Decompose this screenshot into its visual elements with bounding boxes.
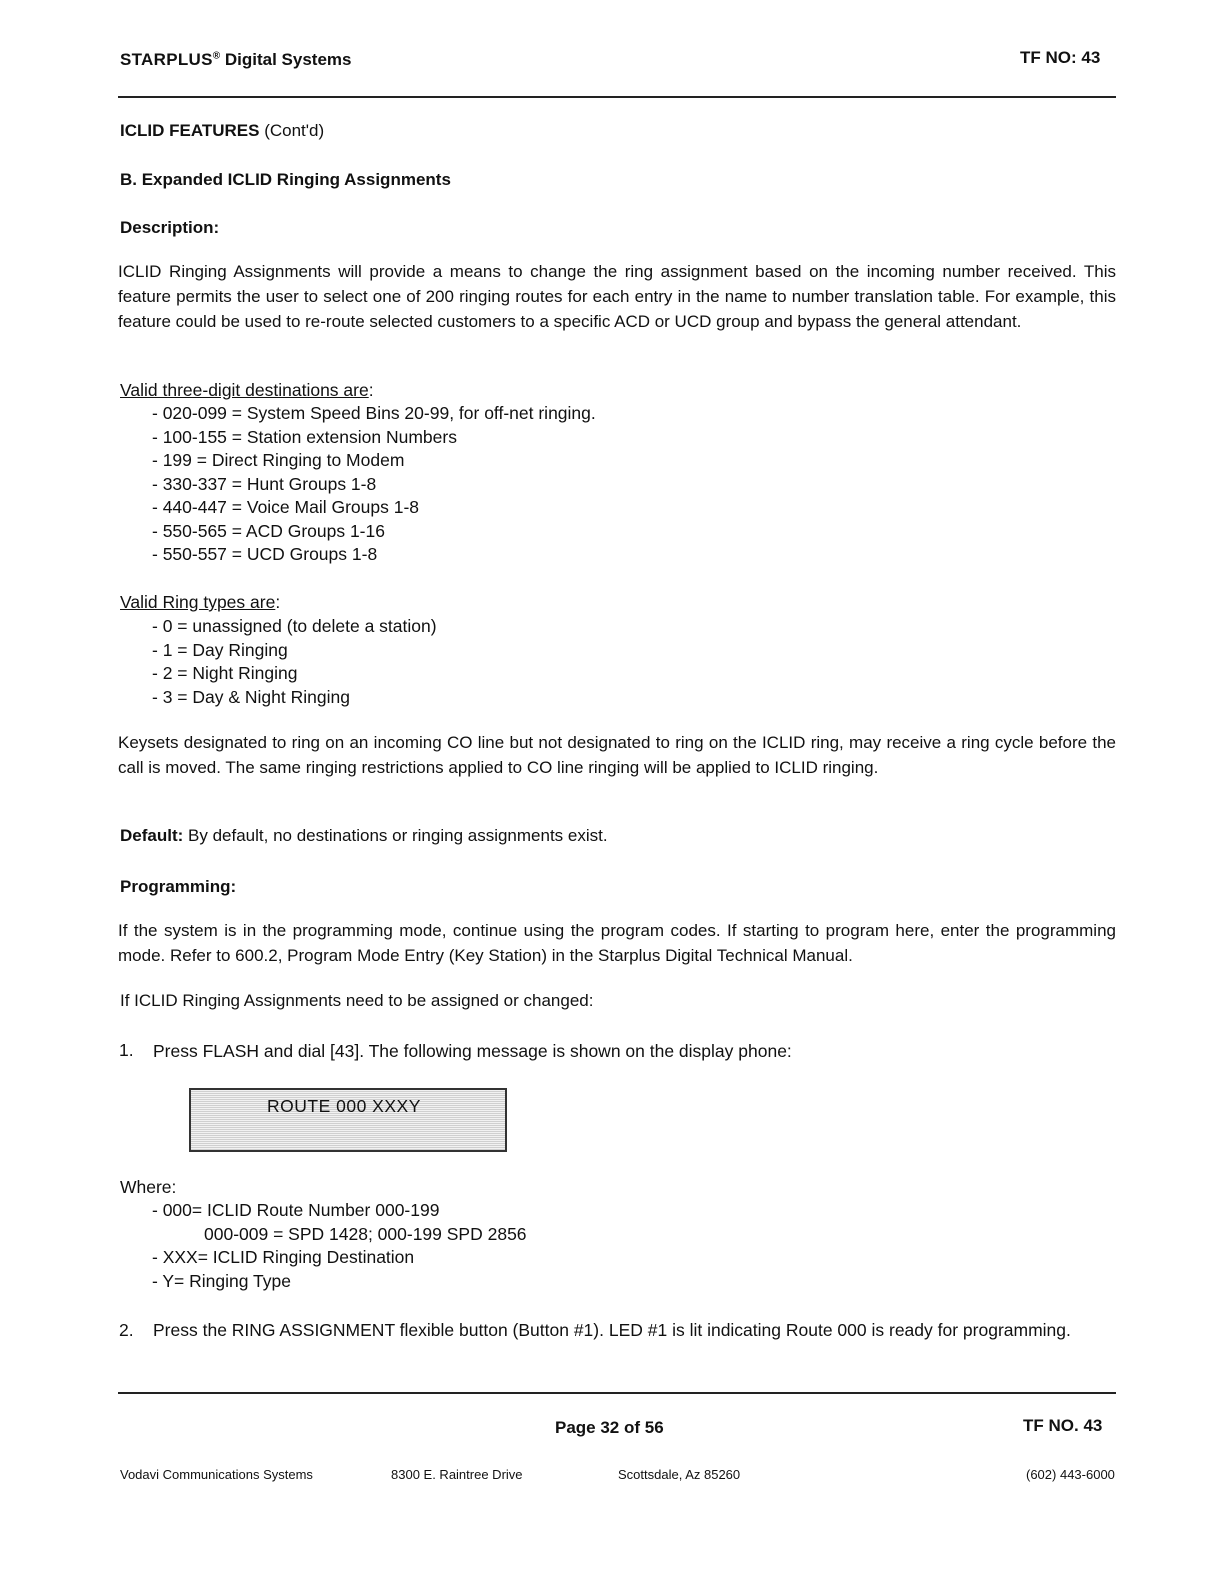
programming-text: If the system is in the programming mode, continue using the program codes. If starting to program here, enter the programming mode. Refer to 600.2, Program Mode Entry (Key Station) in the Starplus Digital Technical Manual. xyxy=(118,921,1116,965)
destinations-list xyxy=(152,402,596,567)
destinations-heading xyxy=(120,380,374,401)
section-title-suffix: (Cont'd) xyxy=(264,121,325,140)
list-item: - 100-155 = Station extension Numbers xyxy=(152,426,457,447)
list-item: - 330-337 = Hunt Groups 1-8 xyxy=(152,473,377,494)
brand-rest: Digital Systems xyxy=(224,50,352,69)
list-item: - 2 = Night Ringing xyxy=(152,663,298,683)
registered-mark: ® xyxy=(212,50,221,62)
ring-types-list xyxy=(152,615,437,709)
default-note xyxy=(120,826,608,846)
keysets-text: Keysets designated to ring on an incoming CO line but not designated to ring on the ICLID ring, may receive a ring cycle before the call is moved. The same ringing restrictions applied to CO line ringing will be applied to ICLID ringing. xyxy=(118,733,1116,777)
header-brand xyxy=(120,50,351,70)
list-item: - 440-447 = Voice Mail Groups 1-8 xyxy=(152,497,420,517)
subsection-title: B. Expanded ICLID Ringing Assignments xyxy=(120,170,451,189)
destinations-heading-text: Valid three-digit destinations are xyxy=(120,380,369,400)
header-doc-number: TF NO: 43 xyxy=(1020,48,1101,67)
footer-company: Vodavi Communications Systems xyxy=(120,1467,313,1482)
step-2-number: 2. xyxy=(119,1320,134,1340)
list-item: - 550-565 = ACD Groups 1-16 xyxy=(152,520,385,541)
description-label: Description: xyxy=(120,218,220,237)
footer-city: Scottsdale, Az 85260 xyxy=(618,1467,741,1482)
ring-types-heading-text: Valid Ring types are xyxy=(120,592,276,612)
header-divider xyxy=(118,96,1116,98)
section-title-main: ICLID FEATURES xyxy=(120,121,260,140)
list-item: - 1 = Day Ringing xyxy=(152,639,288,660)
display-message: ROUTE 000 XXXY xyxy=(267,1096,421,1116)
brand-name: STARPLUS xyxy=(120,50,213,69)
ring-types-heading xyxy=(120,592,280,613)
list-item: - Y= Ringing Type xyxy=(152,1270,291,1291)
destinations-heading-colon: : xyxy=(368,380,374,400)
footer-street: 8300 E. Raintree Drive xyxy=(391,1467,523,1482)
list-item: - 000= ICLID Route Number 000-199 xyxy=(152,1200,440,1220)
step-1-text: Press FLASH and dial [43]. The following message is shown on the display phone: xyxy=(153,1041,792,1061)
list-item: - 020-099 = System Speed Bins 20-99, for off-net ringing. xyxy=(152,403,596,423)
default-label: Default: xyxy=(120,826,184,845)
list-item: - 0 = unassigned (to delete a station) xyxy=(152,616,437,636)
default-text: By default, no destinations or ringing assignments exist. xyxy=(188,826,608,845)
where-label: Where: xyxy=(120,1177,177,1197)
section-title xyxy=(120,121,324,141)
where-list xyxy=(152,1199,527,1293)
ring-types-heading-colon: : xyxy=(275,592,281,612)
list-item: - 550-557 = UCD Groups 1-8 xyxy=(152,544,378,564)
programming-label: Programming: xyxy=(120,877,237,896)
footer-doc-number: TF NO. 43 xyxy=(1023,1416,1103,1435)
description-text: ICLID Ringing Assignments will provide a means to change the ring assignment based on the incoming number received. This feature permits the user to select one of 200 ringing routes for each entry in the name to number translation table. For example, this feature could be used to re-route selected customers to a specific ACD or UCD group and bypass the general attendant. xyxy=(118,262,1116,331)
step-1-number: 1. xyxy=(119,1040,134,1060)
list-item: - 199 = Direct Ringing to Modem xyxy=(152,450,405,470)
footer-phone: (602) 443-6000 xyxy=(1026,1467,1115,1482)
footer-divider xyxy=(118,1392,1116,1394)
list-item: - XXX= ICLID Ringing Destination xyxy=(152,1247,415,1267)
list-item: - 3 = Day & Night Ringing xyxy=(152,686,350,707)
list-item: 000-009 = SPD 1428; 000-199 SPD 2856 xyxy=(204,1223,527,1244)
step-2-text: Press the RING ASSIGNMENT flexible button (Button #1). LED #1 is lit indicating Route 000 is ready for programming. xyxy=(153,1320,1071,1340)
phone-display xyxy=(189,1088,507,1152)
if-text: If ICLID Ringing Assignments need to be assigned or changed: xyxy=(120,991,594,1010)
page-number: Page 32 of 56 xyxy=(555,1418,664,1437)
